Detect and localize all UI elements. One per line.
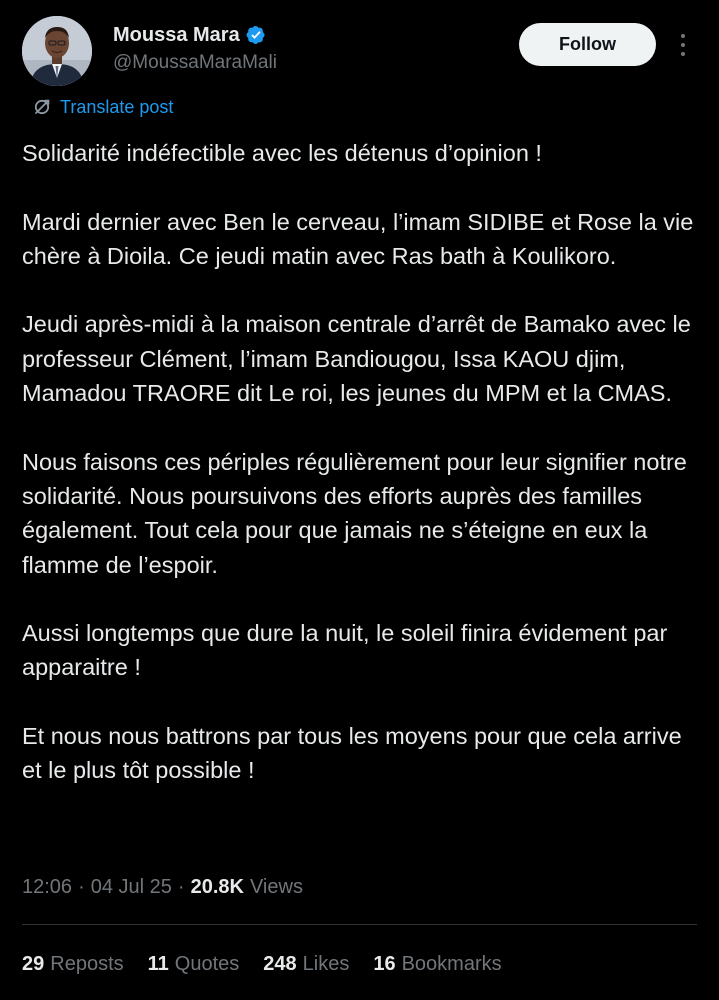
- translate-post-link[interactable]: [32, 96, 173, 118]
- meta-separator: ·: [177, 876, 185, 898]
- views-label: Views: [249, 876, 303, 898]
- likes-stat[interactable]: [263, 950, 349, 978]
- tweet-paragraph: Et nous nous battrons par tous les moyens pour que cela arrive et le plus tôt possible !: [22, 723, 682, 784]
- tweet-text: [22, 136, 702, 788]
- likes-label: Likes: [302, 953, 350, 975]
- avatar[interactable]: [22, 16, 92, 86]
- verified-badge-icon: [246, 25, 266, 45]
- views-count: 20.8K: [190, 876, 244, 898]
- divider: [22, 924, 697, 925]
- tweet-paragraph: Nous faisons ces périples régulièrement pour leur signifier notre solidarité. Nous poursuivons des efforts auprès des familles également. Tout cela pour que jamais ne s’éteigne en eux la flamme de l’espoir.: [22, 448, 687, 578]
- quotes-label: Quotes: [174, 953, 240, 975]
- author-display-name[interactable]: Moussa Mara: [113, 24, 240, 46]
- avatar-image: [22, 16, 92, 86]
- post-time[interactable]: 12:06: [22, 876, 73, 898]
- quotes-count: 11: [147, 953, 169, 975]
- author-handle[interactable]: @MoussaMaraMali: [113, 52, 277, 73]
- tweet-paragraph: Aussi longtemps que dure la nuit, le soleil finira évidement par apparaitre !: [22, 620, 668, 681]
- post-date[interactable]: 04 Jul 25: [90, 876, 172, 898]
- reposts-stat[interactable]: [22, 950, 124, 978]
- follow-button[interactable]: Follow: [519, 23, 656, 66]
- bookmarks-stat[interactable]: [373, 950, 501, 978]
- author-name-row[interactable]: [113, 23, 266, 47]
- reposts-label: Reposts: [50, 953, 124, 975]
- tweet-paragraph: Solidarité indéfectible avec les détenus d’opinion !: [22, 140, 542, 166]
- tweet-paragraph: Mardi dernier avec Ben le cerveau, l’imam SIDIBE et Rose la vie chère à Dioila. Ce jeudi matin avec Ras bath à Koulikoro.: [22, 208, 694, 269]
- translate-icon: [32, 97, 52, 117]
- likes-count: 248: [263, 953, 297, 975]
- tweet-paragraph: Jeudi après-midi à la maison centrale d’arrêt de Bamako avec le professeur Clément, l’imam Bandiougou, Issa KAOU djim, Mamadou TRAORE dit Le roi, les jeunes du MPM et la CMAS.: [22, 311, 691, 407]
- quotes-stat[interactable]: [148, 950, 240, 978]
- engagement-stats: [22, 950, 502, 978]
- translate-post-label: Translate post: [60, 97, 174, 117]
- reposts-count: 29: [22, 953, 45, 975]
- bookmarks-label: Bookmarks: [401, 953, 502, 975]
- meta-separator: ·: [78, 876, 85, 898]
- bookmarks-count: 16: [373, 953, 396, 975]
- more-options-icon[interactable]: [672, 30, 694, 60]
- tweet-meta: [22, 873, 303, 901]
